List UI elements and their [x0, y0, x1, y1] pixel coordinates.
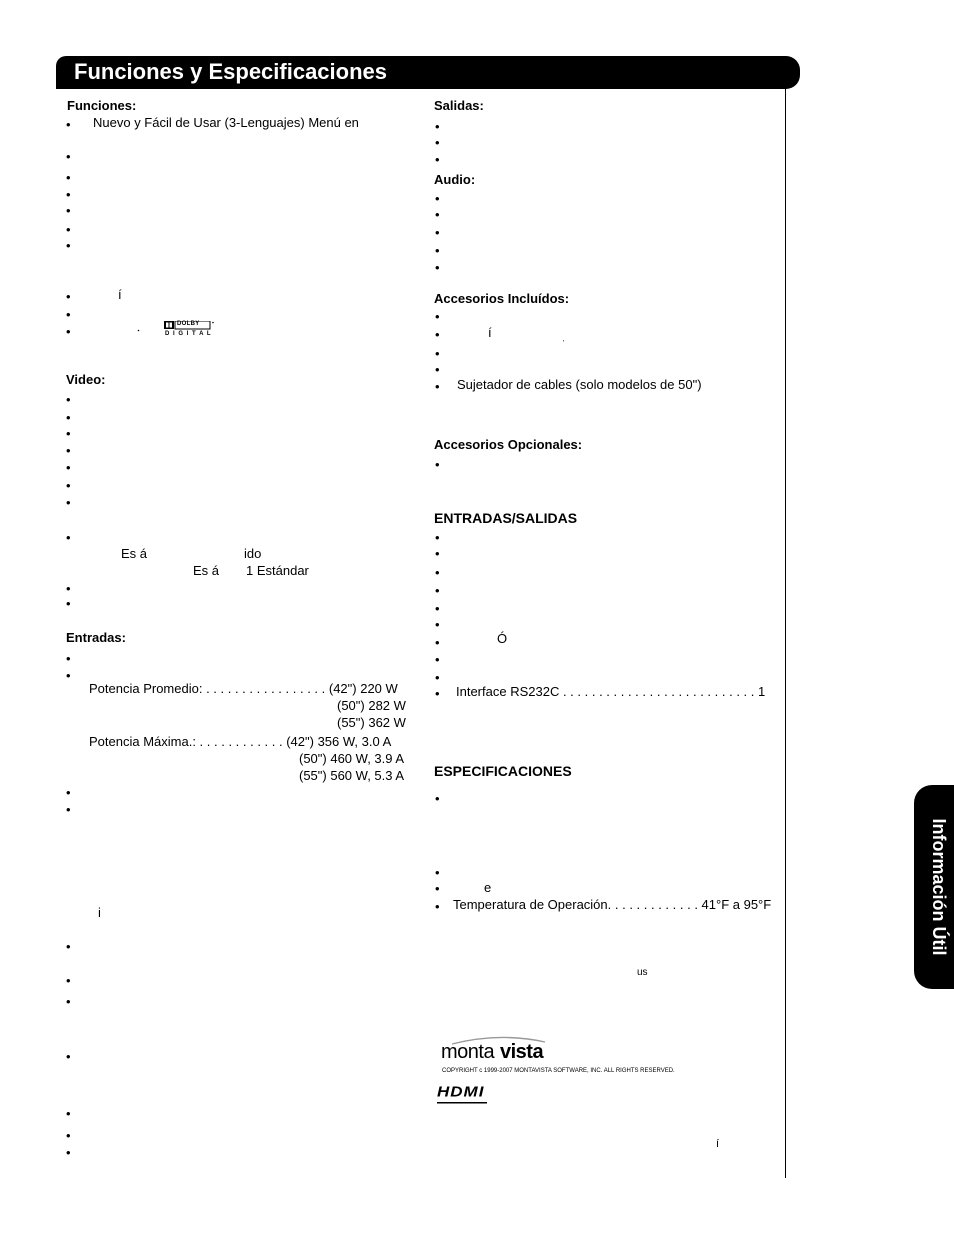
- bullet: •: [435, 899, 440, 914]
- bullet: •: [66, 170, 71, 185]
- bullet: •: [66, 1128, 71, 1143]
- bullet: •: [66, 324, 71, 339]
- dolby-text: DOLBY: [177, 321, 200, 327]
- bullet: •: [435, 635, 440, 650]
- column-divider: [785, 89, 786, 1178]
- bullet: •: [435, 135, 440, 150]
- funciones-item-menu: Nuevo y Fácil de Usar (3-Lenguajes) Menú en: [93, 115, 359, 130]
- dolby-digital-logo: [164, 321, 216, 339]
- funciones-heading: Funciones:: [67, 98, 137, 113]
- montavista-copyright: COPYRIGHT c 1999-2007 MONTAVISTA SOFTWARE, INC. ALL RIGHTS RESERVED.: [442, 1068, 675, 1074]
- bullet: •: [435, 260, 440, 275]
- especificaciones-accent-char: í: [716, 1138, 720, 1150]
- montavista-text-bold: vista: [500, 1041, 544, 1063]
- bullet: •: [435, 309, 440, 324]
- bullet: •: [66, 117, 71, 132]
- video-ido: ido: [244, 546, 262, 561]
- potencia-promedio-55: (55") 362 W: [337, 715, 406, 730]
- bullet: •: [435, 152, 440, 167]
- bullet: •: [435, 457, 440, 472]
- accesorios-opcionales-heading: Accesorios Opcionales:: [434, 437, 583, 452]
- bullet: •: [435, 362, 440, 377]
- video-heading: Video:: [66, 372, 106, 387]
- bullet: •: [66, 596, 71, 611]
- bullet: •: [435, 686, 440, 701]
- hdmi-text: HDMI: [437, 1083, 485, 1100]
- bullet: •: [435, 530, 440, 545]
- bullet: •: [66, 410, 71, 425]
- side-tab-label: Información Útil: [929, 818, 949, 956]
- especificaciones-us: us: [637, 967, 648, 978]
- title-bar: [56, 56, 800, 89]
- bullet: •: [66, 802, 71, 817]
- bullet: •: [66, 530, 71, 545]
- bullet: •: [66, 973, 71, 988]
- bullet: •: [66, 668, 71, 683]
- bullet: •: [66, 994, 71, 1009]
- potencia-promedio-50: (50") 282 W: [337, 698, 406, 713]
- hdmi-underline-icon: [437, 1101, 509, 1105]
- bullet: •: [66, 289, 71, 304]
- potencia-maxima-50: (50") 460 W, 3.9 A: [299, 751, 405, 766]
- dot-mark: [137, 320, 140, 323]
- especificaciones-e-char: e: [484, 880, 492, 895]
- bullet: •: [66, 307, 71, 322]
- bullet: •: [435, 225, 440, 240]
- bullet: •: [66, 460, 71, 475]
- potencia-promedio-42: Potencia Promedio: . . . . . . . . . . . . . . . . . (42") 220 W: [89, 681, 398, 696]
- page-title: Funciones y Especificaciones: [74, 59, 388, 84]
- bullet: •: [435, 583, 440, 598]
- video-es-a-2: Es á: [193, 563, 220, 578]
- interface-rs232c: Interface RS232C . . . . . . . . . . . . . . . . . . . . . . . . . . . 1: [456, 684, 766, 699]
- potencia-maxima-42: Potencia Máxima.: . . . . . . . . . . . . (42") 356 W, 3.0 A: [89, 734, 392, 749]
- entradas-salidas-accent-char: Ó: [497, 631, 508, 646]
- bullet: •: [66, 238, 71, 253]
- audio-heading: Audio:: [434, 172, 476, 187]
- bullet: •: [435, 881, 440, 896]
- side-tab-informacion-util: [914, 785, 954, 989]
- sujetador-item: Sujetador de cables (solo modelos de 50"): [457, 377, 702, 392]
- temperatura-operacion: Temperatura de Operación. . . . . . . . . . . . . 41°F a 95°F: [453, 897, 772, 912]
- bullet: •: [66, 443, 71, 458]
- bullet: •: [66, 651, 71, 666]
- funciones-accent-char: í: [118, 287, 122, 302]
- bullet: •: [435, 207, 440, 222]
- bullet: •: [66, 426, 71, 441]
- bullet: •: [435, 791, 440, 806]
- video-estandar: 1 Estándar: [246, 563, 309, 578]
- bullet: •: [66, 939, 71, 954]
- bullet: •: [435, 601, 440, 616]
- bullet: •: [435, 379, 440, 394]
- bullet: •: [66, 478, 71, 493]
- bullet: •: [435, 119, 440, 134]
- digital-text: D I G I T A L: [165, 331, 212, 337]
- entradas-heading: Entradas:: [66, 630, 126, 645]
- bullet: •: [66, 392, 71, 407]
- bullet: •: [435, 327, 440, 342]
- bullet: •: [435, 546, 440, 561]
- bullet: •: [66, 187, 71, 202]
- bullet: •: [66, 203, 71, 218]
- montavista-text-regular: monta: [441, 1041, 495, 1063]
- bullet: •: [435, 346, 440, 361]
- bullet: •: [66, 1106, 71, 1121]
- hdmi-logo: [437, 1083, 509, 1105]
- lone-i-char: i: [98, 905, 101, 920]
- bullet: •: [435, 670, 440, 685]
- bullet: •: [66, 222, 71, 237]
- accesorios-tick-mark: ': [563, 340, 565, 347]
- bullet: •: [66, 581, 71, 596]
- video-es-a-1: Es á: [121, 546, 148, 561]
- bullet: •: [66, 1049, 71, 1064]
- bullet: •: [435, 865, 440, 880]
- salidas-heading: Salidas:: [434, 98, 484, 113]
- bullet: •: [435, 617, 440, 632]
- accesorios-incluidos-heading: Accesorios Incluídos:: [434, 291, 570, 306]
- bullet: •: [435, 243, 440, 258]
- bullet: •: [66, 149, 71, 164]
- montavista-logo: [440, 1034, 570, 1066]
- bullet: •: [435, 191, 440, 206]
- bullet: •: [435, 652, 440, 667]
- bullet: •: [66, 495, 71, 510]
- bullet: •: [435, 565, 440, 580]
- accesorios-accent-char: í: [488, 325, 492, 340]
- entradas-salidas-heading: ENTRADAS/SALIDAS: [434, 510, 578, 526]
- bullet: •: [66, 785, 71, 800]
- bullet: •: [66, 1145, 71, 1160]
- potencia-maxima-55: (55") 560 W, 5.3 A: [299, 768, 405, 783]
- especificaciones-heading: ESPECIFICACIONES: [434, 763, 572, 779]
